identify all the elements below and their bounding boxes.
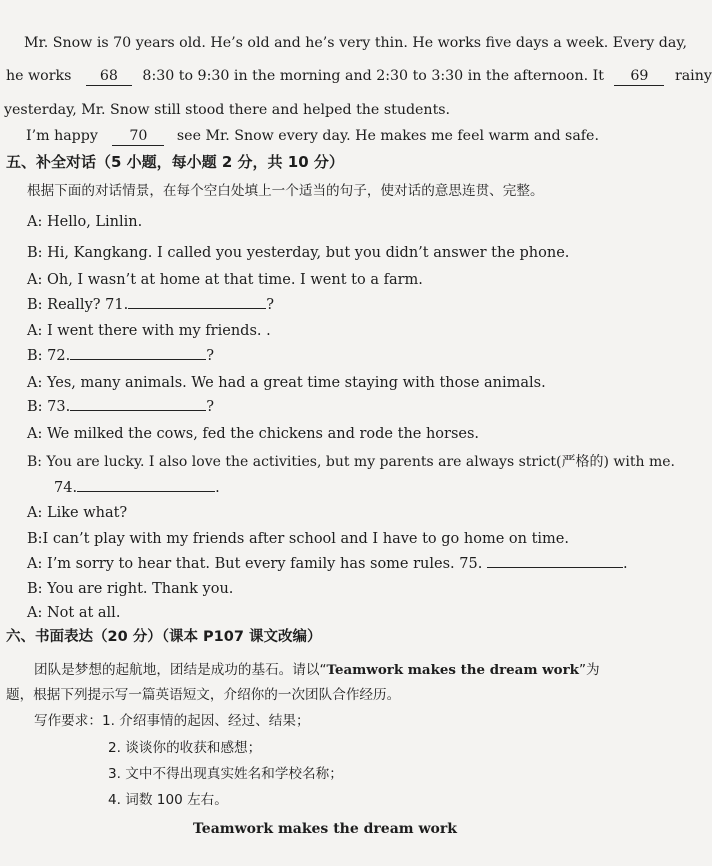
dialogue-text: 74. bbox=[54, 480, 78, 496]
dialogue-line-74 bbox=[54, 479, 220, 497]
answer-blank-70[interactable] bbox=[112, 127, 164, 146]
dialogue-line: B: You are right. Thank you. bbox=[27, 581, 234, 597]
passage-text: rainy bbox=[674, 68, 712, 84]
dialogue-text: A: I’m sorry to hear that. But every family has some rules. 75. bbox=[27, 556, 483, 572]
section-6-heading: 六、书面表达（20 分）（课本 P107 课文改编） bbox=[6, 629, 322, 645]
essay-title: Teamwork makes the dream work bbox=[193, 821, 457, 837]
requirements-label: 写作要求： bbox=[34, 713, 102, 729]
section-5-instruction: 根据下面的对话情景，在每个空白处填上一个适当的句子，使对话的意思连贯、完整。 bbox=[27, 183, 544, 199]
passage-line-1: Mr. Snow is 70 years old. He’s old and he’s very thin. He works five days a week. Every day, bbox=[24, 35, 687, 51]
dialogue-line: B: You are lucky. I also love the activities, but my parents are always strict(严格的) with me. bbox=[27, 454, 675, 470]
question-mark: ? bbox=[206, 399, 214, 415]
passage-text: see Mr. Snow every day. He makes me feel warm and safe. bbox=[176, 128, 599, 144]
dialogue-line: B: Hi, Kangkang. I called you yesterday, but you didn’t answer the phone. bbox=[27, 245, 570, 261]
passage-line-3: yesterday, Mr. Snow still stood there and helped the students. bbox=[4, 102, 451, 118]
answer-blank-72[interactable] bbox=[70, 359, 206, 360]
dialogue-line: A: Hello, Linlin. bbox=[27, 214, 143, 230]
answer-69: 69 bbox=[630, 68, 649, 84]
dialogue-line-75 bbox=[27, 555, 628, 573]
passage-text: 8:30 to 9:30 in the morning and 2:30 to 3:30 in the afternoon. It bbox=[142, 68, 604, 84]
dialogue-line-71 bbox=[27, 296, 274, 314]
dialogue-line: A: Yes, many animals. We had a great time staying with those animals. bbox=[27, 375, 546, 391]
intro-text: 团队是梦想的起航地，团结是成功的基石。请以“ bbox=[34, 662, 327, 678]
passage-line-4 bbox=[26, 127, 599, 146]
answer-blank-74[interactable] bbox=[77, 491, 215, 492]
requirement-item: 3. 文中不得出现真实姓名和学校名称； bbox=[108, 766, 343, 782]
passage-text: he works bbox=[6, 68, 72, 84]
dialogue-text: B: 73. bbox=[27, 399, 71, 415]
passage-text: I’m happy bbox=[26, 128, 98, 144]
answer-blank-71[interactable] bbox=[128, 308, 266, 309]
answer-blank-75[interactable] bbox=[487, 567, 623, 568]
dialogue-line-72 bbox=[27, 347, 214, 365]
intro-topic: Teamwork makes the dream work bbox=[326, 662, 579, 678]
requirement-item: 4. 词数 100 左右。 bbox=[108, 792, 228, 808]
dialogue-line: A: We milked the cows, fed the chickens and rode the horses. bbox=[27, 426, 480, 442]
dialogue-line: A: Not at all. bbox=[27, 605, 121, 621]
intro-text: ”为 bbox=[578, 662, 600, 678]
dialogue-line: B:I can’t play with my friends after school and I have to go home on time. bbox=[27, 531, 569, 547]
section-5-heading: 五、补全对话（5 小题，每小题 2 分，共 10 分） bbox=[6, 153, 344, 171]
dialogue-line: A: Like what? bbox=[27, 505, 128, 521]
requirement-item: 2. 谈谈你的收获和感想； bbox=[108, 740, 262, 756]
answer-blank-69[interactable] bbox=[614, 67, 664, 86]
requirement-row bbox=[34, 712, 310, 730]
dialogue-line-73 bbox=[27, 398, 214, 416]
answer-68: 68 bbox=[99, 68, 118, 84]
period-mark: . bbox=[622, 556, 628, 572]
dialogue-text: B: Really? 71. bbox=[27, 297, 129, 313]
dialogue-text: B: 72. bbox=[27, 348, 71, 364]
dialogue-line: A: Oh, I wasn’t at home at that time. I went to a farm. bbox=[27, 272, 423, 288]
section-6-intro-line2: 题，根据下列提示写一篇英语短文，介绍你的一次团队合作经历。 bbox=[6, 687, 401, 703]
answer-blank-68[interactable] bbox=[86, 67, 132, 86]
requirement-item: 1. 介绍事情的起因、经过、结果； bbox=[101, 713, 310, 729]
passage-line-2 bbox=[6, 67, 712, 86]
question-mark: ? bbox=[206, 348, 214, 364]
answer-blank-73[interactable] bbox=[70, 410, 206, 411]
question-mark: ? bbox=[266, 297, 274, 313]
period-mark: . bbox=[215, 480, 220, 496]
section-6-intro bbox=[34, 661, 600, 679]
answer-70: 70 bbox=[129, 128, 148, 144]
dialogue-line: A: I went there with my friends. . bbox=[27, 323, 271, 339]
